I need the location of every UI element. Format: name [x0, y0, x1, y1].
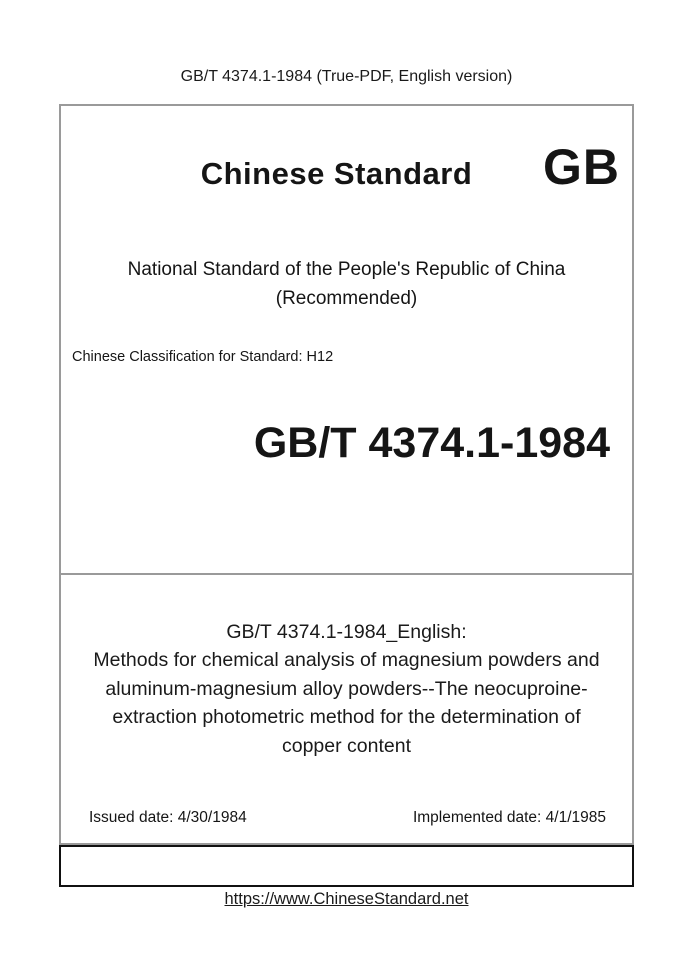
empty-field-box: [59, 845, 634, 887]
description-line: Methods for chemical analysis of magnesium powders and: [93, 649, 600, 672]
standard-type-line1: National Standard of the People's Republic of China: [127, 259, 566, 280]
page-footer: [0, 890, 693, 909]
issued-date: Issued date: 4/30/1984: [89, 809, 247, 826]
section-divider: [61, 573, 632, 575]
classification-code: Chinese Classification for Standard: H12: [72, 349, 334, 365]
description-line: extraction photometric method for the determination of: [112, 706, 581, 729]
standard-type-line2: (Recommended): [275, 288, 418, 309]
standard-type: [61, 255, 632, 313]
brand-title: Chinese Standard: [200, 156, 473, 191]
description-line: aluminum-magnesium alloy powders--The neocuproine-: [105, 677, 588, 700]
standard-number: GB/T 4374.1-1984: [253, 419, 610, 467]
standard-description: [61, 618, 632, 760]
description-heading: GB/T 4374.1-1984_English:: [226, 621, 467, 643]
dates-row: [61, 809, 632, 827]
implemented-date: Implemented date: 4/1/1985: [412, 809, 606, 826]
page-header-title: GB/T 4374.1-1984 (True-PDF, English version): [180, 68, 513, 85]
footer-link[interactable]: https://www.ChineseStandard.net: [224, 890, 469, 908]
cover-box: [59, 104, 634, 845]
description-line: copper content: [281, 734, 411, 757]
gb-logo: GB: [543, 139, 620, 195]
